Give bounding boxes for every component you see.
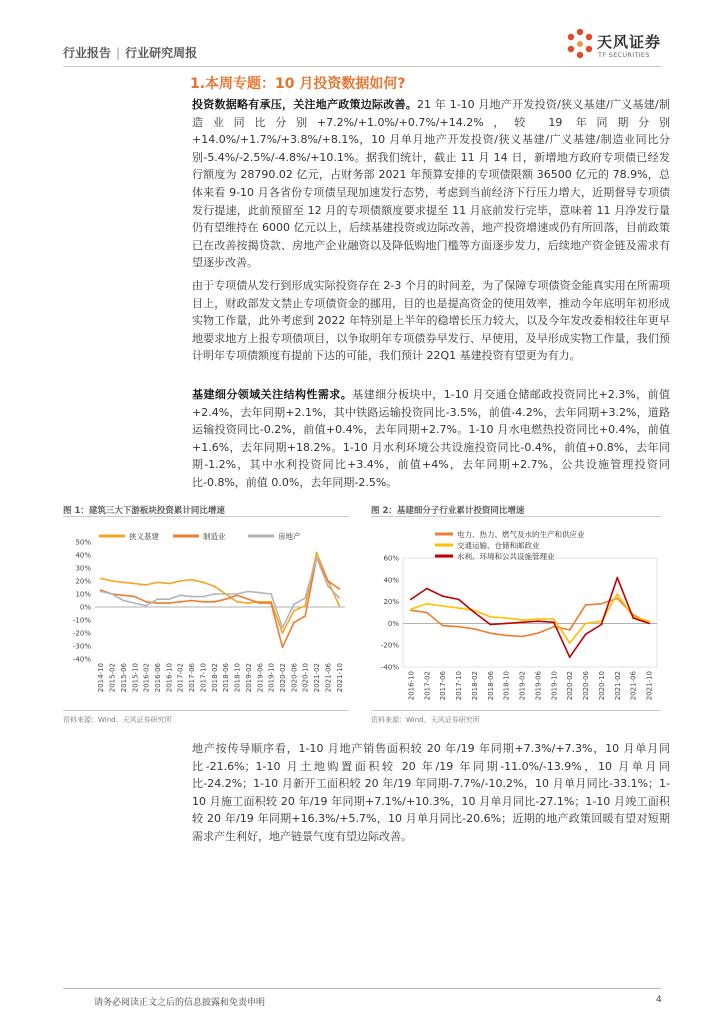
figure-1-title: 图 1：建筑三大下游板块投资累计同比增速 (63, 506, 225, 516)
x-tick-label: 2021-06 (629, 671, 638, 701)
y-tick-label: 10% (75, 590, 91, 599)
data-point-0 (616, 597, 618, 599)
data-point-2 (100, 591, 102, 593)
x-tick-label: 2021-02 (613, 671, 622, 701)
report-type: 行业报告 (63, 46, 112, 60)
footer-disclaimer: 请务必阅读正文之后的信息披露和免责申明 (94, 998, 266, 1008)
y-tick-label: 50% (75, 538, 91, 547)
y-tick-label: -40% (380, 663, 399, 672)
data-point-1 (145, 601, 147, 603)
y-tick-label: 40% (383, 576, 399, 585)
data-point-0 (248, 602, 250, 604)
x-tick-label: 2020-10 (301, 663, 310, 693)
data-point-2 (553, 621, 555, 623)
y-tick-label: -20% (72, 629, 91, 638)
x-tick-label: 2014-10 (97, 663, 106, 693)
y-tick-label: 60% (383, 554, 399, 563)
x-tick-label: 2016-10 (165, 663, 174, 693)
x-tick-label: 2018-06 (222, 663, 231, 693)
data-point-0 (489, 632, 491, 634)
x-tick-label: 2018-10 (233, 663, 242, 693)
data-point-1 (410, 608, 412, 610)
x-tick-label: 2017-10 (199, 663, 208, 693)
figure-1-source: 资料来源：Wind、天风证券研究所 (63, 716, 172, 724)
x-tick-label: 2020-06 (290, 663, 299, 693)
plot-frame (403, 558, 657, 667)
series-line-2 (411, 578, 649, 658)
data-point-1 (213, 601, 215, 603)
data-point-2 (236, 593, 238, 595)
data-point-0 (304, 605, 306, 607)
x-tick-label: 2018-10 (502, 671, 511, 701)
y-tick-label: -30% (72, 642, 91, 651)
data-point-0 (569, 629, 571, 631)
report-header: 行业报告 | 行业研究周报 (63, 46, 198, 60)
x-tick-label: 2017-06 (439, 671, 448, 701)
data-point-2 (410, 599, 412, 601)
data-point-2 (585, 633, 587, 635)
data-point-2 (259, 592, 261, 594)
data-point-2 (168, 598, 170, 600)
data-point-1 (474, 609, 476, 611)
x-tick-label: 2015-10 (131, 663, 140, 693)
x-tick-label: 2019-06 (534, 671, 543, 701)
data-point-0 (145, 584, 147, 586)
data-point-0 (168, 583, 170, 585)
data-point-0 (537, 632, 539, 634)
data-point-1 (191, 600, 193, 602)
figure-1-bottom-rule (63, 710, 349, 711)
legend-label-1: 制造业 (203, 532, 226, 541)
data-point-0 (134, 583, 136, 585)
data-point-2 (632, 617, 634, 619)
y-tick-label: -40% (72, 655, 91, 664)
data-point-1 (338, 588, 340, 590)
x-tick-label: 2018-02 (470, 671, 479, 701)
data-point-0 (442, 625, 444, 627)
data-point-2 (338, 597, 340, 599)
x-tick-label: 2021-10 (645, 671, 654, 701)
figure-2-top-rule (371, 516, 661, 517)
x-tick-label: 2017-06 (188, 663, 197, 693)
data-point-1 (505, 617, 507, 619)
x-tick-label: 2017-02 (423, 671, 432, 701)
x-tick-label: 2016-10 (407, 671, 416, 701)
data-point-2 (521, 621, 523, 623)
x-tick-label: 2020-02 (279, 663, 287, 693)
data-point-1 (648, 620, 650, 622)
data-point-2 (270, 593, 272, 595)
data-point-1 (202, 601, 204, 603)
data-point-2 (248, 591, 250, 593)
x-tick-label: 2021-02 (313, 663, 322, 693)
data-point-2 (426, 588, 428, 590)
data-point-0 (338, 605, 340, 607)
data-point-1 (537, 618, 539, 620)
data-point-1 (248, 598, 250, 600)
data-point-1 (270, 602, 272, 604)
x-tick-label: 2020-10 (597, 671, 606, 701)
legend-label-1: 交通运输、仓储和邮政业 (457, 541, 540, 550)
page-number: 4 (656, 995, 662, 1005)
data-point-1 (157, 602, 159, 604)
data-point-1 (134, 596, 136, 598)
legend-label-2: 房地产 (278, 532, 301, 541)
y-tick-label: 30% (75, 564, 91, 573)
data-point-1 (259, 602, 261, 604)
x-tick-label: 2018-06 (486, 671, 495, 701)
x-tick-label: 2018-02 (210, 663, 219, 693)
x-tick-label: 2015-06 (119, 663, 128, 693)
data-point-2 (505, 623, 507, 625)
data-point-1 (616, 593, 618, 595)
legend-label-0: 狭义基建 (129, 532, 159, 541)
data-point-0 (585, 604, 587, 606)
header-divider (63, 66, 661, 67)
footer-divider (63, 988, 661, 989)
data-point-0 (458, 626, 460, 628)
data-point-0 (236, 601, 238, 603)
data-point-1 (293, 622, 295, 624)
x-tick-label: 2020-06 (582, 671, 591, 701)
y-tick-label: 20% (383, 598, 399, 607)
figure-2-chart (371, 520, 661, 705)
data-point-1 (168, 602, 170, 604)
data-point-2 (474, 612, 476, 614)
paragraph-1: 投资数据略有承压，关注地产政策边际改善。21 年 1-10 月地产开发投资/狭义基建/广义基建/制造业同比分别+7.2%/+1.0%/+0.7%/+14.2%，较 19 年同期分别+14.0%/+1.7%/+3.8%/+8.1%，10 月单月地产开发投资/狭义基建/广义基建/制造业同比分别-5.4%/-2.5%/-4.8%/+10.1%。据我们统计，截止 11 月 14 日，新增地方政府专项债已经发行额度为 28790.02 亿元，占财务部 2021 年预算安排的专项债限额 36500 亿元的 78.9%，总体来看 9-10 月各省份专项债呈现加速发行态势，考虑到当前经济下行压力增大，近期督导专项债发行提速，此前预留至 12 月的专项债额度要求提至 11 月底前发行完毕，意味着 11 月净发行量仍有望维持在 6000 亿元以上，后续基建投资或边际改善，地产投资增速或仍有所回落，目前政策已在改善按揭贷款、房地产企业融资以及降低购地门槛等方面逐步发力，后续地产资金链及需求有望逐步改善。 (192, 98, 670, 270)
series-line-0 (411, 598, 649, 636)
data-point-2 (489, 624, 491, 626)
data-point-2 (293, 604, 295, 606)
y-tick-label: 0% (387, 619, 399, 628)
x-tick-label: 2019-06 (256, 663, 265, 693)
data-point-2 (601, 624, 603, 626)
data-point-0 (293, 610, 295, 612)
data-point-2 (123, 600, 125, 602)
data-point-0 (521, 636, 523, 638)
data-point-2 (111, 593, 113, 595)
report-subtype: 行业研究周报 (125, 46, 198, 60)
figure-2-title: 图 2：基建细分子行业累计投资同比增速 (371, 506, 525, 516)
section-title: 1.本周专题：10 月投资数据如何? (190, 76, 406, 92)
data-point-1 (282, 646, 284, 648)
data-point-0 (111, 580, 113, 582)
data-point-1 (327, 580, 329, 582)
x-tick-label: 2020-02 (566, 671, 575, 701)
series-line-1 (101, 558, 340, 648)
x-tick-label: 2015-02 (108, 663, 117, 693)
data-point-0 (474, 628, 476, 630)
data-point-0 (179, 580, 181, 582)
series-line-0 (101, 552, 340, 633)
data-point-0 (553, 626, 555, 628)
data-point-1 (458, 607, 460, 609)
x-tick-label: 2016-02 (142, 663, 151, 693)
data-point-0 (505, 634, 507, 636)
paragraph-2: 由于专项债从发行到形成实际投资存在 2-3 个月的时间差，为了保障专项债资金能真实用在所需项目上，财政部发文禁止专项债资金的挪用，目的也是提高资金的使用效率，推动今年底明年初形成实物工作量，此外考虑到 2022 年特别是上半年的稳增长压力较大，以及今年发改委相较往年更早地要求地方上报专项债项目，以争取明年专项债券早发行、早使用，及早形成实物工作量，我们预计明年专项债额度有提前下达的可能，我们预计 22Q1 基建投资有望更为有力。 (192, 279, 670, 363)
x-tick-label: 2019-10 (550, 671, 559, 701)
data-point-2 (616, 577, 618, 579)
y-tick-label: 0% (79, 603, 91, 612)
data-point-2 (537, 620, 539, 622)
x-tick-label: 2019-02 (244, 663, 253, 693)
logo-name-en: TF SECURITIES (598, 51, 650, 59)
data-point-2 (134, 602, 136, 604)
data-point-2 (145, 605, 147, 607)
x-tick-label: 2021-10 (335, 663, 344, 693)
data-point-1 (569, 642, 571, 644)
data-point-1 (426, 603, 428, 605)
data-point-1 (225, 598, 227, 600)
x-tick-label: 2019-02 (518, 671, 527, 701)
data-point-0 (191, 579, 193, 581)
data-point-1 (489, 616, 491, 618)
data-point-1 (123, 594, 125, 596)
data-point-2 (282, 627, 284, 629)
data-point-1 (553, 618, 555, 620)
data-point-2 (316, 557, 318, 559)
data-point-2 (458, 599, 460, 601)
data-point-2 (225, 593, 227, 595)
data-point-2 (442, 595, 444, 597)
data-point-2 (202, 596, 204, 598)
data-point-0 (316, 552, 318, 554)
data-point-2 (213, 593, 215, 595)
data-point-0 (601, 603, 603, 605)
legend-label-0: 电力、热力、燃气及水的生产和供应业 (457, 530, 585, 539)
paragraph-4: 地产按传导顺序看，1-10 月地产销售面积较 20 年/19 年同期+7.3%/+7.3%，10 月单月同比-21.6%；1-10 月土地购置面积较 20 年/19 年同期-11.0%/-13.9%，10 月单月同比-24.2%；1-10 月新开工面积较 20 年/19 年同期-7.7%/-10.2%，10 月单月同比-33.1%；1-10 月施工面积较 20 年/19 年同期+7.1%/+10.3%，10 月单月同比-27.1%；1-10 月竣工面积较 20 年/19 年同期+16.3%/+5.7%，10 月单月同比-20.6%；近期的地产政策回暖有望对短期需求产生利好，地产链景气度有望边际改善。 (192, 742, 670, 843)
x-tick-label: 2019-10 (267, 663, 276, 693)
data-point-0 (100, 578, 102, 580)
y-tick-label: 20% (75, 577, 91, 586)
figure-1-chart (63, 520, 349, 705)
x-tick-label: 2016-06 (154, 663, 162, 693)
data-point-0 (426, 612, 428, 614)
data-point-2 (191, 596, 193, 598)
data-point-0 (282, 632, 284, 634)
y-tick-label: -20% (380, 641, 399, 650)
legend-label-2: 水利、环境和公共设施管理业 (457, 552, 555, 561)
figure-1-top-rule (63, 516, 349, 517)
data-point-2 (569, 656, 571, 658)
figure-2-source: 资料来源：Wind、天风证券研究所 (371, 716, 480, 724)
x-tick-label: 2021-06 (324, 663, 333, 693)
data-point-0 (123, 581, 125, 583)
data-point-0 (202, 581, 204, 583)
data-point-2 (327, 585, 329, 587)
data-point-1 (304, 615, 306, 617)
data-point-2 (179, 594, 181, 596)
data-point-1 (442, 605, 444, 607)
x-tick-label: 2017-10 (455, 671, 464, 701)
figure-2-bottom-rule (371, 710, 661, 711)
data-point-1 (521, 619, 523, 621)
data-point-2 (157, 598, 159, 600)
paragraph-3: 基建细分领域关注结构性需求。基建细分板块中，1-10 月交通仓储邮政投资同比+2.3%，前值+2.4%，去年同期+2.1%，其中铁路运输投资同比-3.5%，前值-4.2%，去年同期+3.2%，道路运输投资同比-0.2%，前值+0.4%，去年同期+2.7%。1-10 月水电燃热投资同比+0.4%，前值+1.6%，去年同期+18.2%。1-10 月水利环境公共设施投资同比-0.4%，前值+0.8%，去年同期-1.2%，其中水利投资同比+3.4%，前值+4%，去年同期+2.7%，公共设施管理投资同比-0.8%，前值 0.0%，去年同期-2.5%。 (192, 388, 671, 489)
y-tick-label: -10% (72, 616, 91, 625)
data-point-2 (648, 623, 650, 625)
x-tick-label: 2017-02 (176, 663, 185, 693)
data-point-0 (213, 585, 215, 587)
data-point-1 (179, 601, 181, 603)
logo-name-cn: 天风证券 (597, 33, 662, 51)
data-point-0 (157, 581, 159, 583)
y-tick-label: 40% (75, 551, 91, 560)
data-point-1 (585, 623, 587, 625)
data-point-2 (304, 597, 306, 599)
